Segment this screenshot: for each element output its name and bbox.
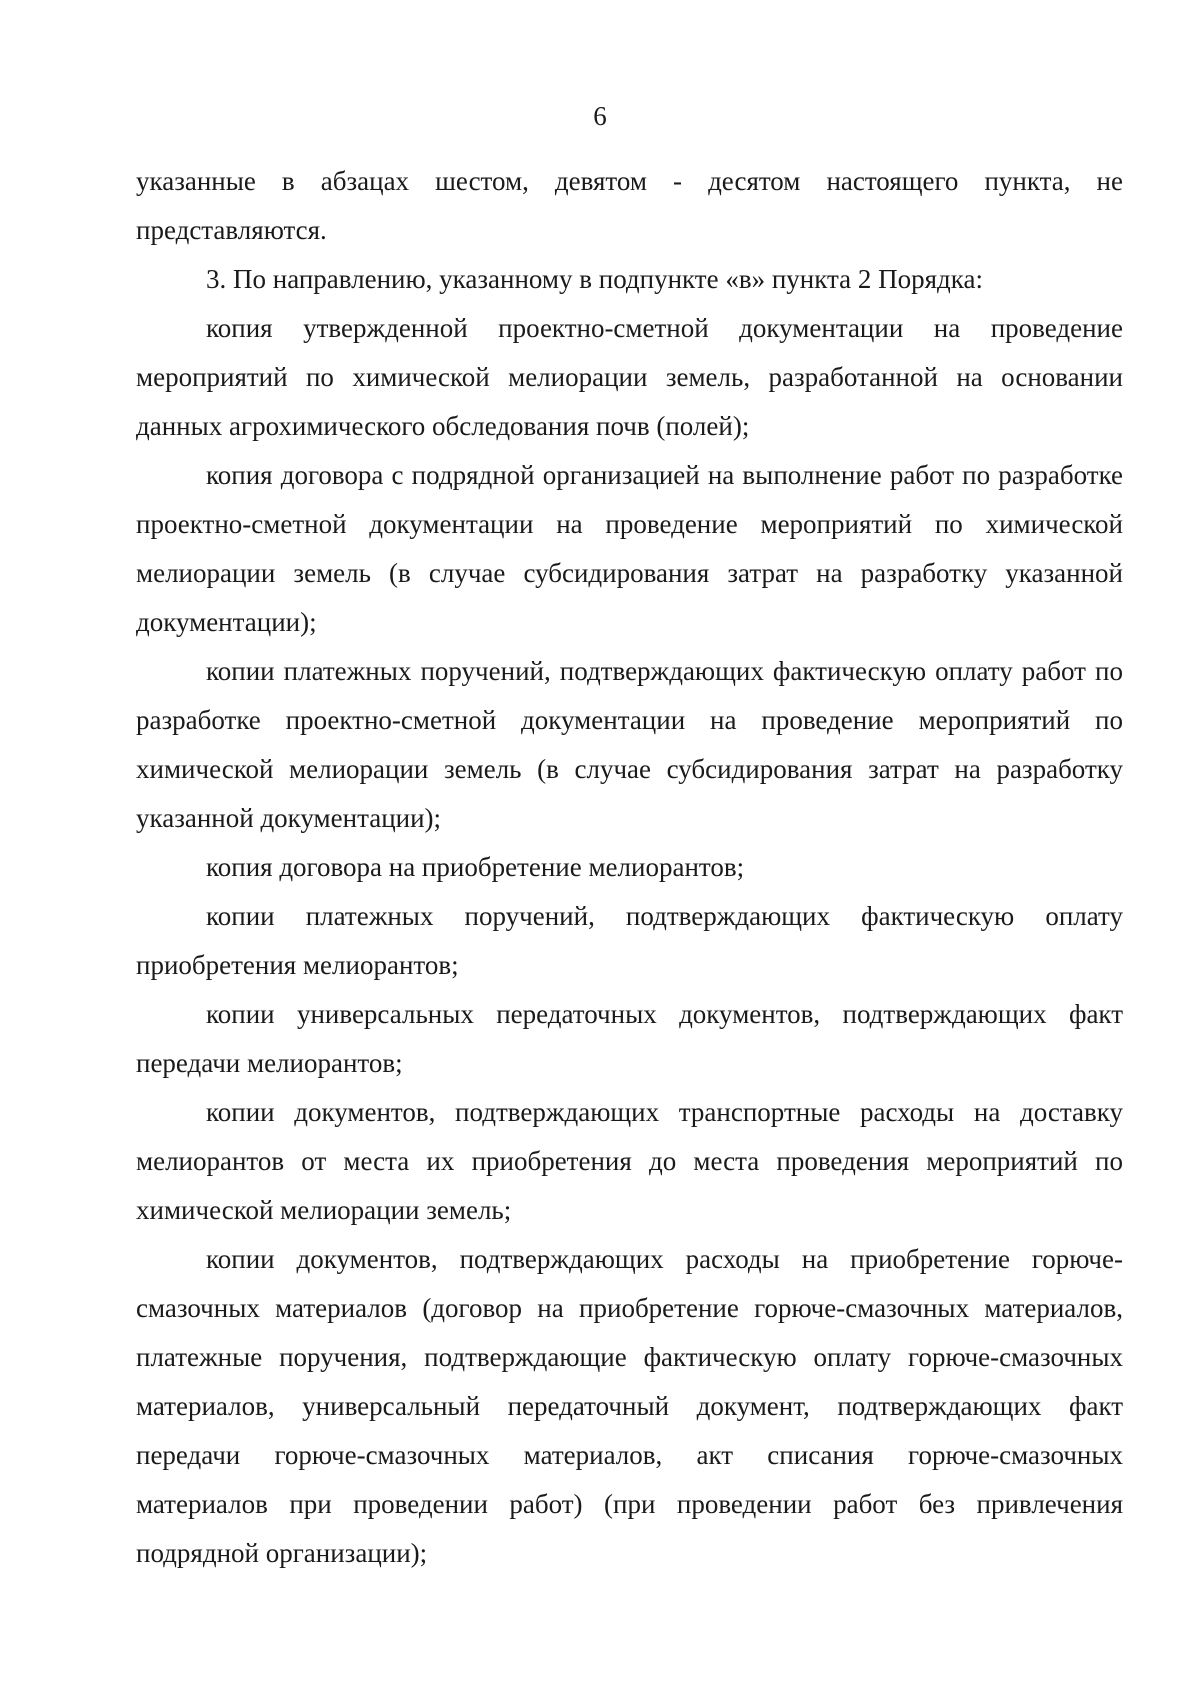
paragraph-ameliorant-purchase-contract: копия договора на приобретение мелиорантов; [206,852,745,882]
paragraph-transport-costs: копии документов, подтверждающих транспортные расходы на доставку мелиорантов от места их приобретения до места проведения мероприятий по химической мелиорации земель; [136,1097,1123,1225]
paragraph-continuation: указанные в абзацах шестом, девятом - десятом настоящего пункта, не представляются. [136,166,1123,245]
paragraph-transfer-documents: копии универсальных передаточных документов, подтверждающих факт передачи мелиорантов; [136,999,1123,1078]
paragraph-section-3-heading: 3. По направлению, указанному в подпункте «в» пункта 2 Порядка: [206,264,983,294]
page-number: 6 [593,101,607,131]
paragraph-payment-orders-design: копии платежных поручений, подтверждающих фактическую оплату работ по разработке проектно-сметной документации на проведение мероприятий по химической мелиорации земель (в случае субсидирования затрат на разработку указанной документации); [136,656,1123,833]
paragraph-payment-orders-ameliorants: копии платежных поручений, подтверждающих фактическую оплату приобретения мелиорантов; [136,901,1123,980]
paragraph-fuel-lubricant-costs: копии документов, подтверждающих расходы на приобретение горюче-смазочных материалов (договор на приобретение горюче-смазочных материалов, платежные поручения, подтверждающие фактическую оплату горюче-смазочных материалов, универсальный передаточный документ, подтверждающих факт передачи горюче-смазочных материалов, акт списания горюче-смазочных материалов при проведении работ) (при проведении работ без привлечения подрядной организации); [136,1244,1123,1568]
paragraph-project-documentation: копия утвержденной проектно-сметной документации на проведение мероприятий по химической мелиорации земель, разработанной на основании данных агрохимического обследования почв (полей); [136,313,1123,441]
document-body [136,157,1123,1578]
paragraph-contractor-agreement: копия договора с подрядной организацией на выполнение работ по разработке проектно-сметной документации на проведение мероприятий по химической мелиорации земель (в случае субсидирования затрат на разработку указанной документации); [136,460,1123,637]
